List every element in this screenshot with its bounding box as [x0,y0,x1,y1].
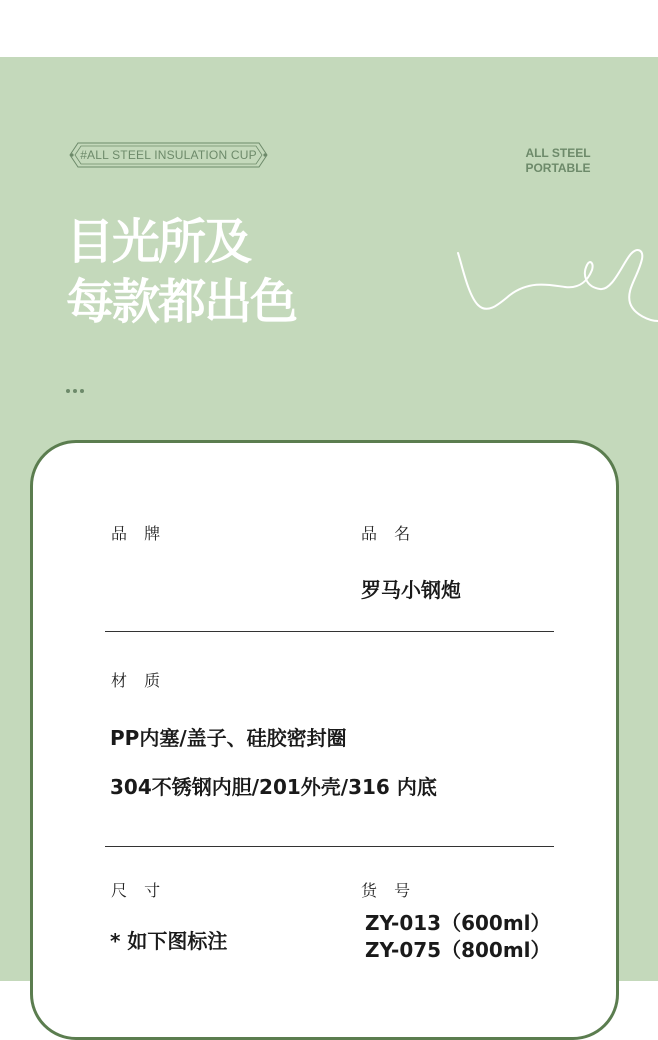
headline-line-2: 每款都出色 [66,274,297,330]
headline [66,212,296,332]
sku-label: 货 号 [361,881,417,900]
tagline-line-1: ALL STEEL [525,146,591,160]
size-label: 尺 寸 [111,881,167,900]
size-value: * 如下图标注 [110,929,228,953]
tagline [508,146,608,176]
decorative-swirl-icon [440,225,658,335]
ellipsis-dots-icon [66,381,87,397]
material-label: 材 质 [111,671,167,690]
tag-badge [68,141,269,169]
name-label: 品 名 [361,524,417,543]
tag-text: #ALL STEEL INSULATION CUP [80,148,257,162]
sku-line-2: ZY-075（800ml） [365,938,551,962]
headline-line-1: 目光所及 [66,214,251,270]
tagline-line-2: PORTABLE [525,161,591,175]
divider-2 [105,846,554,847]
top-white-strip [0,0,658,57]
brand-label: 品 牌 [111,524,167,543]
material-line-2: 304不锈钢内胆/201外壳/316 内底 [110,775,437,799]
sku-line-1: ZY-013（600ml） [365,911,551,935]
name-value: 罗马小钢炮 [361,578,461,602]
material-line-1: PP内塞/盖子、硅胶密封圈 [110,726,347,750]
divider-1 [105,631,554,632]
